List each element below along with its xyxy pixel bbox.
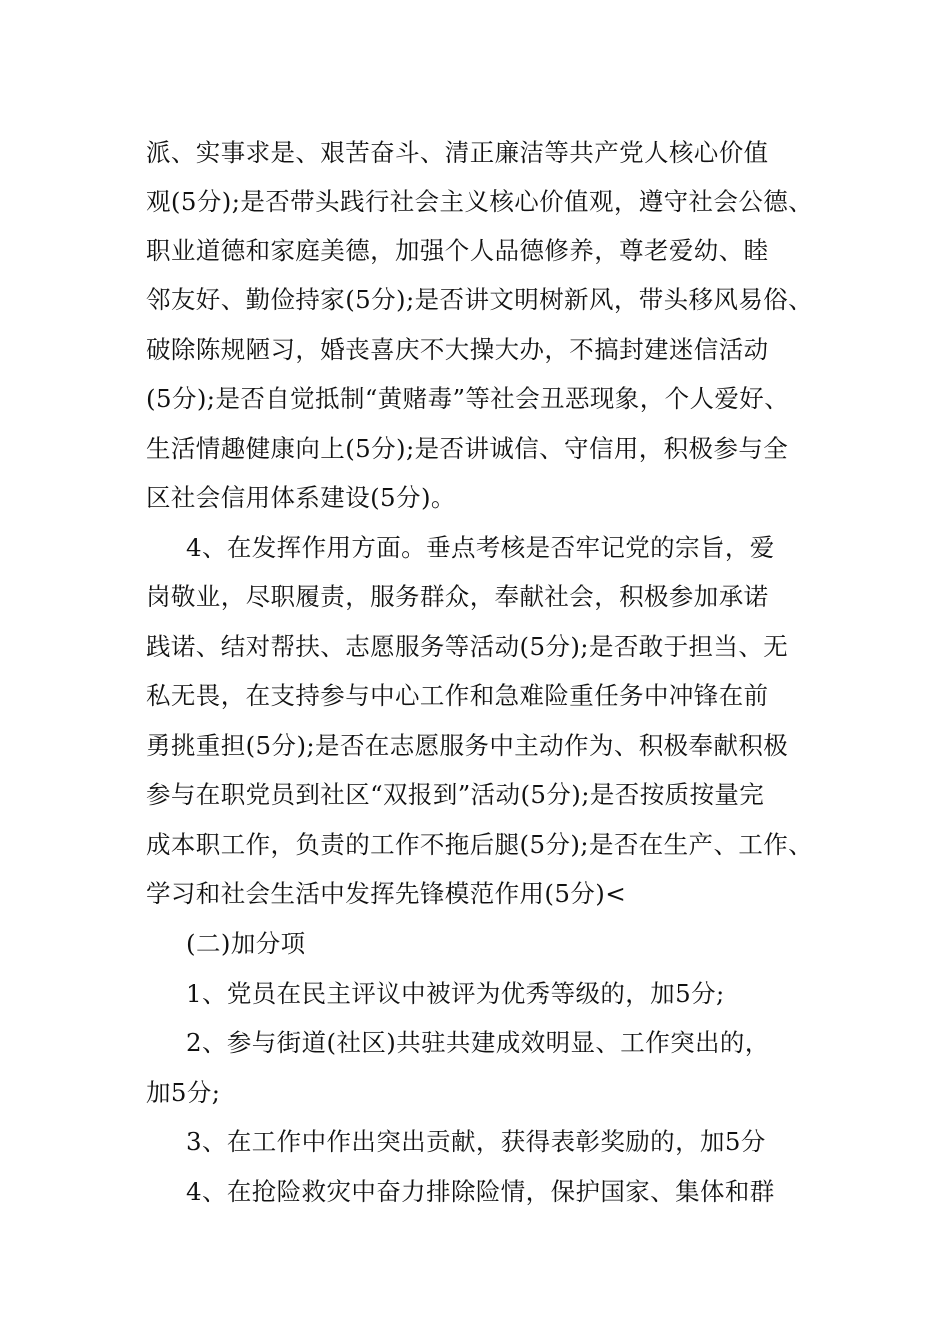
text-line: 3、在工作中作出突出贡献，获得表彰奖励的，加5分 [186, 1127, 766, 1156]
text-line: 区社会信用体系建设(5分)。 [146, 483, 456, 512]
text-line: 2、参与街道(社区)共驻共建成效明显、工作突出的， [186, 1028, 770, 1057]
text-line: 成本职工作，负责的工作不拖后腿(5分);是否在生产、工作、 [146, 830, 814, 859]
text-line: 践诺、结对帮扶、志愿服务等活动(5分);是否敢于担当、无 [146, 632, 789, 661]
text-line: 4、在抢险救灾中奋力排除险情，保护国家、集体和群 [186, 1177, 775, 1206]
text-line: 私无畏，在支持参与中心工作和急难险重任务中冲锋在前 [146, 681, 769, 710]
text-line: 勇挑重担(5分);是否在志愿服务中主动作为、积极奉献积极 [146, 731, 789, 760]
text-line: 职业道德和家庭美德，加强个人品德修养，尊老爱幼、睦 [146, 236, 769, 265]
text-line: 加5分; [146, 1078, 221, 1107]
text-line: 生活情趣健康向上(5分);是否讲诚信、守信用，积极参与全 [146, 434, 789, 463]
text-line: 观(5分);是否带头践行社会主义核心价值观，遵守社会公德、 [146, 187, 814, 216]
text-line: (5分);是否自觉抵制“黄赌毒”等社会丑恶现象，个人爱好、 [146, 384, 790, 413]
text-line: 学习和社会生活中发挥先锋模范作用(5分)< [146, 879, 627, 908]
text-line: 4、在发挥作用方面。垂点考核是否牢记党的宗旨，爱 [186, 533, 775, 562]
text-line: 岗敬业，尽职履责，服务群众，奉献社会，积极参加承诺 [146, 582, 769, 611]
text-line: 邻友好、勤俭持家(5分);是否讲文明树新风，带头移风易俗、 [146, 285, 814, 314]
text-line: 破除陈规陋习，婚丧喜庆不大操大办，不搞封建迷信活动 [146, 335, 769, 364]
text-line: 参与在职党员到社区“双报到”活动(5分);是否按质按量完 [146, 780, 765, 809]
text-line: 派、实事求是、艰苦奋斗、清正廉洁等共产党人核心价值 [146, 138, 769, 167]
section-heading: (二)加分项 [186, 929, 306, 958]
text-line: 1、党员在民主评议中被评为优秀等级的，加5分; [186, 979, 725, 1008]
